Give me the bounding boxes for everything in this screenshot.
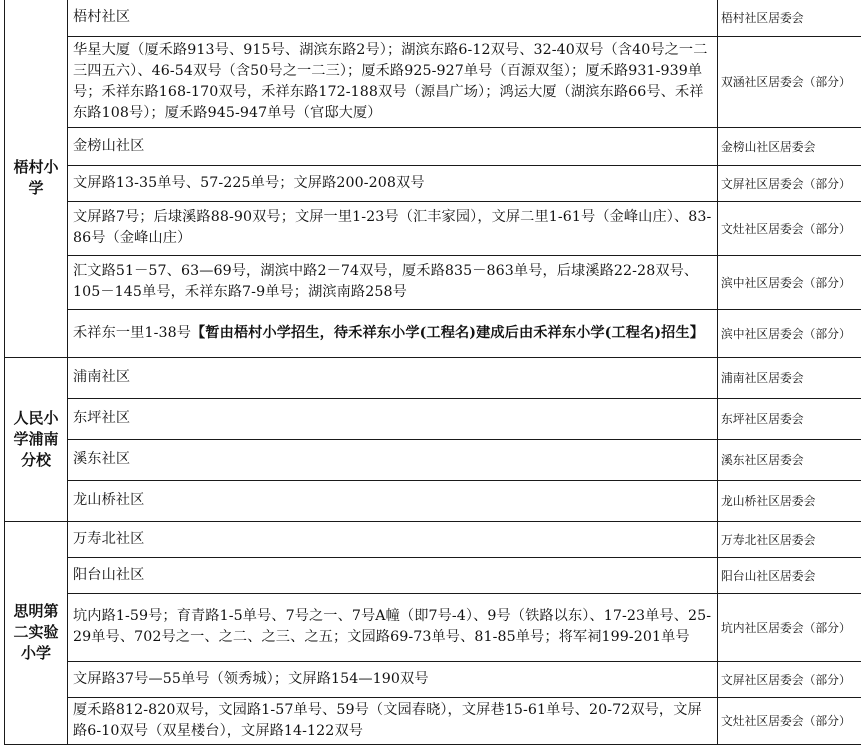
community-cell: 坑内社区居委会（部分）: [718, 593, 861, 661]
table-row: [5, 439, 861, 480]
community-cell: 滨中社区居委会（部分）: [718, 309, 861, 357]
area-cell: 浦南社区: [68, 357, 718, 398]
table-row: [5, 661, 861, 697]
community-cell: 文灶社区居委会（部分）: [718, 697, 861, 744]
community-cell: 滨中社区居委会（部分）: [718, 255, 861, 309]
school-name: 人民小学浦南分校: [13, 408, 59, 469]
area-cell: 溪东社区: [68, 439, 718, 480]
area-cell: [68, 309, 718, 357]
community-cell: 东坪社区居委会: [718, 398, 861, 439]
community-cell: 文灶社区居委会（部分）: [718, 201, 861, 255]
area-cell: 梧村社区: [68, 0, 718, 36]
table-row: [5, 309, 861, 357]
area-cell: 万寿北社区: [68, 521, 718, 557]
community-cell: 万寿北社区居委会: [718, 521, 861, 557]
community-cell: 阳台山社区居委会: [718, 557, 861, 593]
school-name: 梧村小学: [13, 158, 59, 198]
area-text: 禾祥东一里1-38号: [73, 324, 191, 341]
area-cell: 文屏路37号—55单号（领秀城）；文屏路154—190双号: [68, 661, 718, 697]
enrollment-note: 【暂由梧村小学招生，待禾祥东小学(工程名)建成后由禾祥东小学(工程名)招生】: [191, 324, 705, 341]
area-cell: 坑内路1-59号；育青路1-5单号、7号之一、7号A幢（即7号-4）、9号（铁路以东）、17-23单号、25-29单号、702号之一、之二、之三、之五；文园路69-73单号、81-85单号；将军祠199-201单号: [68, 593, 718, 661]
enrollment-zone-table: [4, 0, 861, 745]
community-cell: 梧村社区居委会: [718, 0, 861, 36]
area-cell: 龙山桥社区: [68, 480, 718, 521]
table-row: [5, 165, 861, 201]
school-name-cell: [5, 357, 68, 521]
community-cell: 文屏社区居委会（部分）: [718, 661, 861, 697]
table-row: [5, 521, 861, 557]
community-cell: 金榜山社区居委会: [718, 127, 861, 165]
table-row: [5, 36, 861, 127]
community-cell: 文屏社区居委会（部分）: [718, 165, 861, 201]
area-cell: 阳台山社区: [68, 557, 718, 593]
area-cell: 东坪社区: [68, 398, 718, 439]
community-cell: 双涵社区居委会（部分）: [718, 36, 861, 127]
community-cell: 龙山桥社区居委会: [718, 480, 861, 521]
area-cell: 厦禾路812-820双号，文园路1-57单号、59号（文园春晓），文屏巷15-61单号、20-72双号，文屏路6-10双号（双星楼台），文屏路14-122双号: [68, 697, 718, 744]
table-row: [5, 0, 861, 36]
area-cell: 文屏路7号；后埭溪路88-90双号；文屏一里1-23号（汇丰家园），文屏二里1-61号（金峰山庄）、83-86号（金峰山庄）: [68, 201, 718, 255]
table-row: [5, 697, 861, 744]
area-cell: 金榜山社区: [68, 127, 718, 165]
area-cell: 汇文路51－57、63—69号，湖滨中路2－74双号，厦禾路835－863单号，后埭溪路22-28双号、105－145单号，禾祥东路7-9单号；湖滨南路258号: [68, 255, 718, 309]
school-name-cell: [5, 0, 68, 357]
area-cell: 文屏路13-35单号、57-225单号；文屏路200-208双号: [68, 165, 718, 201]
table-row: [5, 593, 861, 661]
school-name: 思明第二实验小学: [13, 602, 59, 662]
table-row: [5, 398, 861, 439]
community-cell: 溪东社区居委会: [718, 439, 861, 480]
table-row: [5, 201, 861, 255]
table-row: [5, 255, 861, 309]
table-row: [5, 557, 861, 593]
table-row: [5, 127, 861, 165]
table-row: [5, 357, 861, 398]
community-cell: 浦南社区居委会: [718, 357, 861, 398]
table-row: [5, 480, 861, 521]
school-name-cell: [5, 521, 68, 744]
area-cell: 华星大厦（厦禾路913号、915号、湖滨东路2号）；湖滨东路6-12双号、32-40双号（含40号之一二三四五六）、46-54双号（含50号之一二三）；厦禾路925-927单号（百源双玺）；厦禾路931-939单号；禾祥东路168-170双号，禾祥东路172-188双号（源昌广场）；鸿运大厦（湖滨东路66号、禾祥东路108号）；厦禾路945-947单号（官邸大厦）: [68, 36, 718, 127]
